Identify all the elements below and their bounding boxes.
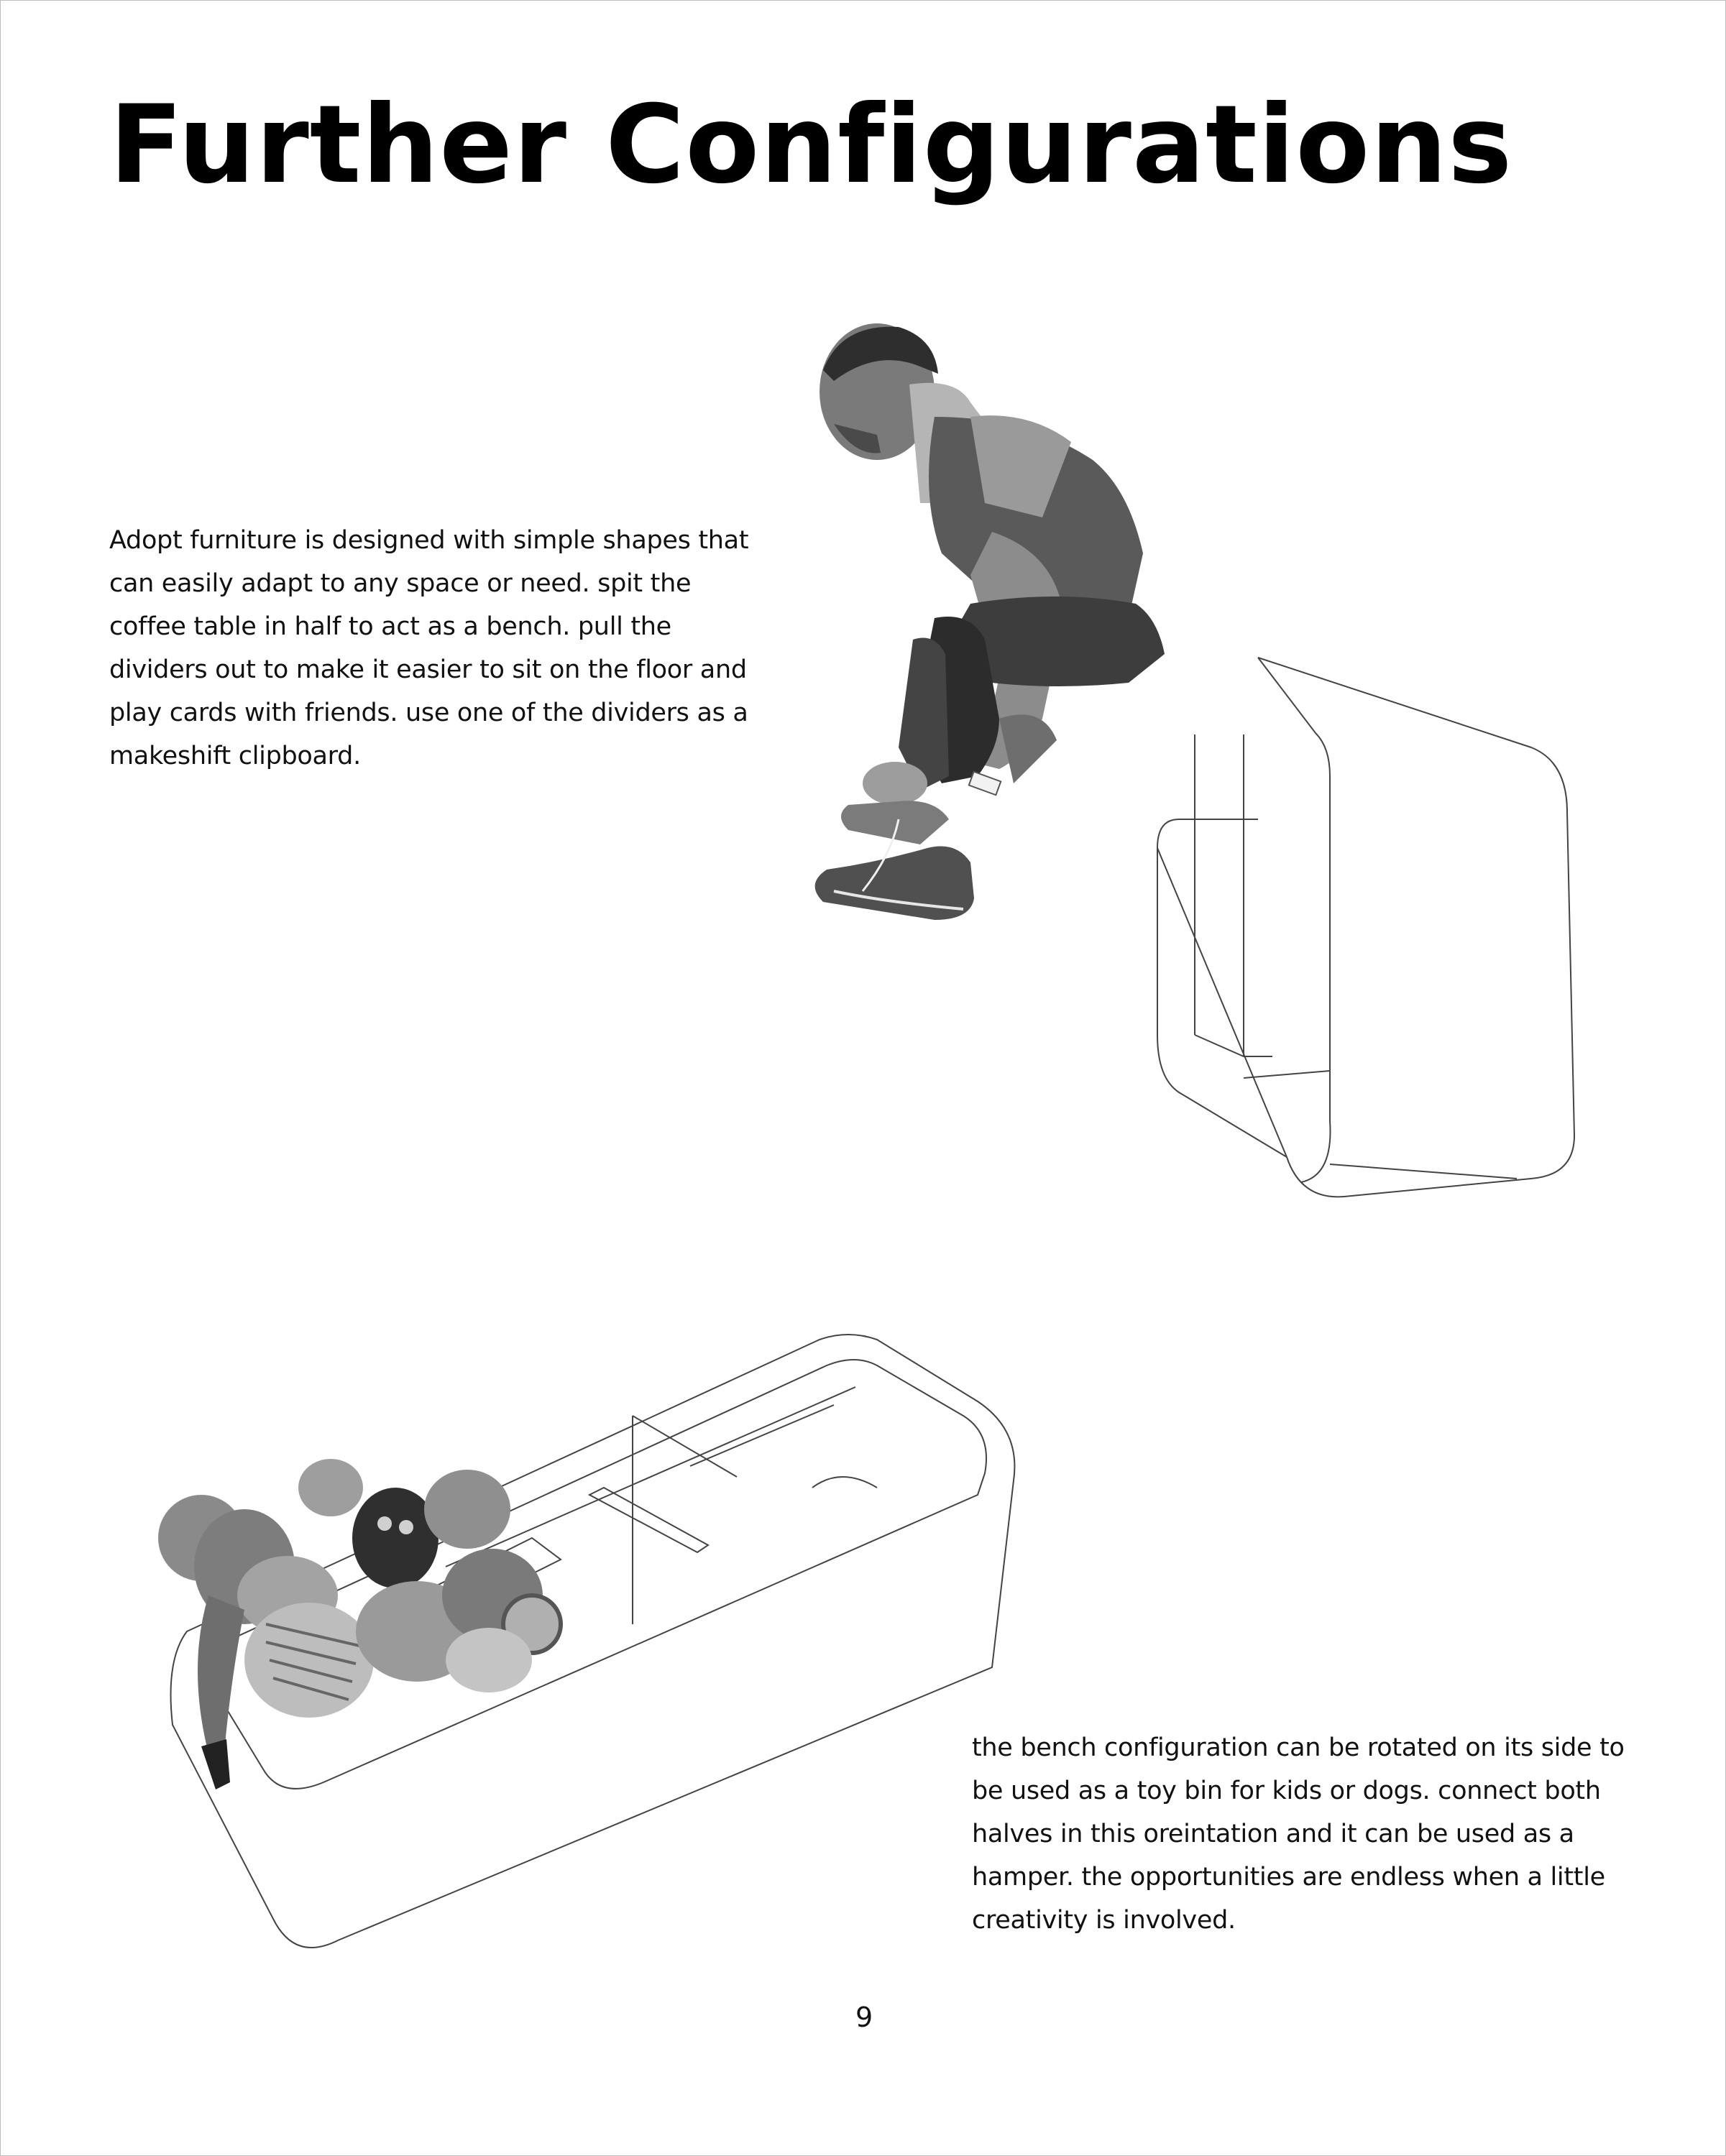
intro-line: coffee table in half to act as a bench. pull the [109, 612, 671, 641]
intro-line: makeshift clipboard. [109, 742, 361, 770]
intro-line: Adopt furniture is designed with simple shapes that [109, 526, 749, 555]
bench-seating-illustration [755, 316, 1632, 1207]
toy-bin-paragraph [972, 1726, 1625, 1942]
toy-bin-line: creativity is involved. [972, 1906, 1236, 1935]
intro-line: play cards with friends. use one of the dividers as a [109, 699, 748, 727]
person-figure [815, 323, 1165, 920]
stuffed-toys [158, 1459, 561, 1789]
page-number: 9 [855, 2001, 873, 2033]
intro-line: can easily adapt to any space or need. spit the [109, 569, 692, 598]
toy-bin-illustration [101, 1322, 1050, 1955]
toy-bin-line: be used as a toy bin for kids or dogs. connect both [972, 1777, 1601, 1805]
toy-bin-line: hamper. the opportunities are endless when a little [972, 1863, 1605, 1892]
toy-bin-line: the bench configuration can be rotated on its side to [972, 1733, 1625, 1762]
toy-bin-line: halves in this oreintation and it can be used as a [972, 1820, 1574, 1848]
intro-paragraph [109, 519, 748, 778]
page-title: Further Configurations [109, 83, 1513, 208]
intro-line: dividers out to make it easier to sit on the floor and [109, 655, 747, 684]
bench-outline [1157, 658, 1574, 1197]
